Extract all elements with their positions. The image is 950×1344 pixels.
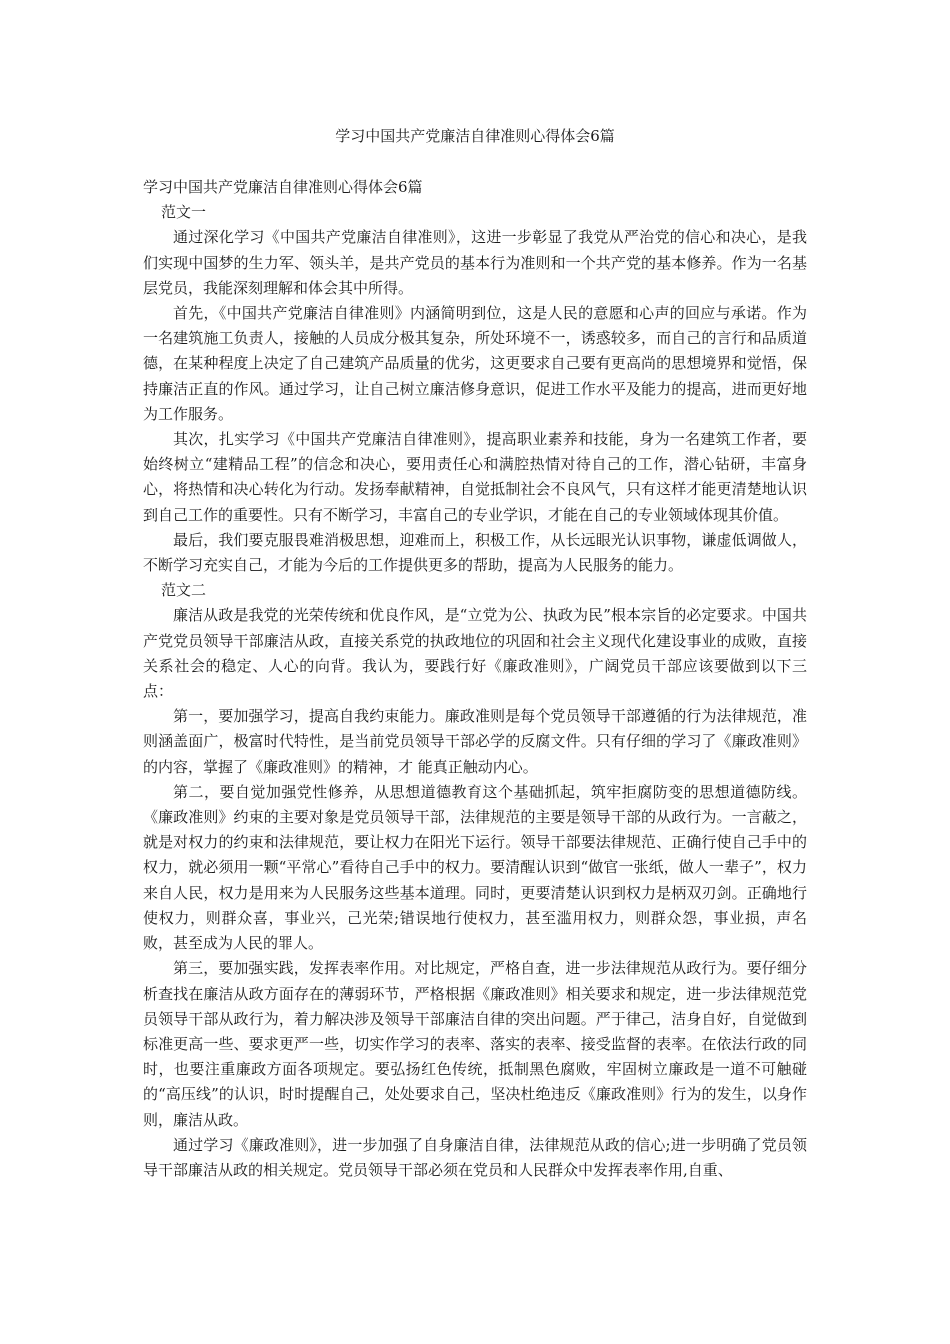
paragraph: 通过学习《廉政准则》，进一步加强了自身廉洁自律，法律规范从政的信心;进一步明确了党员领导干部廉洁从政的相关规定。党员领导干部必须在党员和人民群众中发挥表率作用,自重、 [143, 1135, 807, 1179]
paragraph: 第三，要加强实践，发挥表率作用。对比规定，严格自查，进一步法律规范从政行为。要仔细分析查找在廉洁从政方面存在的薄弱环节，严格根据《廉政准则》相关要求和规定，进一步法律规范党员领导干部从政行为，着力解决涉及领导干部廉洁自律的突出问题。严于律己，洁身自好，自觉做到标准更高一些、要求更严一些，切实作学习的表率、落实的表率、接受监督的表率。在依法行政的同时，也要注重廉政方面各项规定。要弘扬红色传统，抵制黑色腐败，牢固树立廉政是一道不可触碰的“高压线”的认识，时时提醒自己，处处要求自己，坚决杜绝违反《廉政准则》行为的发生，以身作则，廉洁从政。 [143, 959, 807, 1129]
section-heading-1: 范文一 [161, 203, 207, 222]
paragraph: 第一，要加强学习，提高自我约束能力。廉政准则是每个党员领导干部遵循的行为法律规范，准则涵盖面广，极富时代特性，是当前党员领导干部必学的反腐文件。只有仔细的学习了《廉政准则》的内容，掌握了《廉政准则》的精神，才 能真正触动内心。 [143, 707, 807, 776]
paragraph: 第二，要自觉加强党性修养，从思想道德教育这个基础抓起，筑牢拒腐防变的思想道德防线。《廉政准则》约束的主要对象是党员领导干部，法律规范的主要是领导干部的从政行为。一言蔽之，就是对权力的约束和法律规范，要让权力在阳光下运行。领导干部要法律规范、正确行使自己手中的权力，就必须用一颗“平常心”看待自己手中的权力。要清醒认识到“做官一张纸，做人一辈子”，权力来自人民，权力是用来为人民服务这些基本道理。同时，更要清楚认识到权力是柄双刃剑。正确地行使权力，则群众喜，事业兴，己光荣;错误地行使权力，甚至滥用权力，则群众怨，事业损，声名败，甚至成为人民的罪人。 [143, 782, 807, 953]
document-title: 学习中国共产党廉洁自律准则心得体会6篇 [335, 127, 615, 145]
paragraph: 廉洁从政是我党的光荣传统和优良作风，是“立党为公、执政为民”根本宗旨的必定要求。中国共产党党员领导干部廉洁从政，直接关系党的执政地位的巩固和社会主义现代化建设事业的成败，直接关系社会的稳定、人心的向背。我认为，要践行好《廉政准则》，广阔党员干部应该要做到以下三点： [143, 606, 807, 701]
paragraph: 首先，《中国共产党廉洁自律准则》内涵简明到位，这是人民的意愿和心声的回应与承诺。作为一名建筑施工负责人，接触的人员成分极其复杂，所处环境不一，诱惑较多，而自己的言行和品质道德，在某种程度上决定了自己建筑产品质量的优劣，这更要求自己要有更高尚的思想境界和觉悟，保持廉洁正直的作风。通过学习，让自己树立廉洁修身意识，促进工作水平及能力的提高，进而更好地为工作服务。 [143, 304, 807, 423]
section-heading-2: 范文二 [161, 581, 207, 600]
paragraph: 其次，扎实学习《中国共产党廉洁自律准则》，提高职业素养和技能，身为一名建筑工作者，要始终树立“建精品工程”的信念和决心，要用责任心和满腔热情对待自己的工作，潜心钻研，丰富身心，将热情和决心转化为行动。发扬奉献精神，自觉抵制社会不良风气，只有这样才能更清楚地认识到自己工作的重要性。只有不断学习，丰富自己的专业学识，才能在自己的专业领域体现其价值。 [143, 430, 807, 524]
document-body [143, 175, 807, 1183]
paragraph: 通过深化学习《中国共产党廉洁自律准则》，这进一步彰显了我党从严治党的信心和决心，是我们实现中国梦的生力军、领头羊，是共产党员的基本行为准则和一个共产党的基本修养。作为一名基层党员，我能深刻理解和体会其中所得。 [143, 228, 807, 297]
paragraph: 最后，我们要克服畏难消极思想，迎难而上，积极工作，从长远眼光认识事物，谦虚低调做人，不断学习充实自己，才能为今后的工作提供更多的帮助，提高为人民服务的能力。 [143, 530, 807, 575]
document-subtitle: 学习中国共产党廉洁自律准则心得体会6篇 [143, 178, 423, 196]
